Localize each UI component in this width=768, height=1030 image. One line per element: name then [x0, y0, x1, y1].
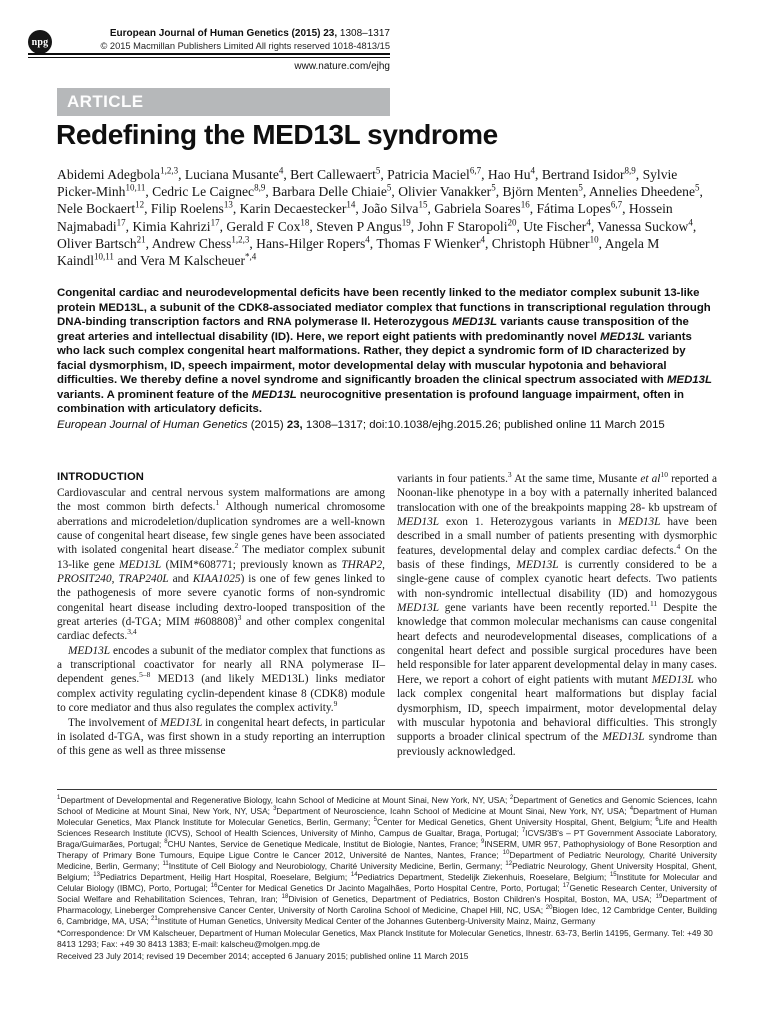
header-rule — [28, 53, 390, 58]
copyright-line: © 2015 Macmillan Publishers Limited All rights reserved 1018-4813/15 — [100, 41, 390, 51]
abstract-section — [57, 286, 717, 432]
left-column — [57, 471, 385, 759]
correspondence-note: *Correspondence: Dr VM Kalscheuer, Department of Human Molecular Genetics, Max Planck Institute for Molecular Genetics, Ihnestr. 63-73, Berlin 14195, Germany. Tel: +49 30 8413 1293; Fax: +49 30 8413 1383; E-mail: kalscheu@molgen.mpg.de — [57, 928, 713, 949]
paper-title: Redefining the MED13L syndrome — [56, 119, 498, 150]
body-paragraph: variants in four patients.$^3$ At the same time, Musante et $al^{10}$ reported a Noonan-like phenotype in a boy with a paternally inherited balanced translocation with one of the breakpoints mapping 28- kb upstream of MED13L exon 1. Heterozygous variants in MED13L have been described in a small number of patients presenting with dysmorphic features, developmental delay and complex cardiac defects.$^4$ On the basis of these findings, MED13L is currently considered to be a single-gene cause of complex cyanotic heart defects. Two patients with non-syndromic intellectual disability (ID) and homozygous MED13L gene variants have been recently reported.$^{11}$ Despite the knowledge that common molecular mechanisms can cause congenital heart defects and neurodevelopmental diseases, complications of a congenital heart defect and possible surgical procedures have been held responsible for later apparent developmental delay in many cases. Here, we report a cohort of eight patients with mutant MED13L who lack complex congenital heart malformations but display facial dysmorphism, ID, speech impairment, motor developmental delay with muscular hypotonia and behavioral difficulties. This strongly supports a broader clinical spectrum of the MED13L syndrome than previously acknowledged. — [397, 470, 718, 758]
introduction-heading: INTRODUCTION — [57, 471, 144, 483]
body-columns — [57, 471, 717, 759]
affiliations: $^1$Department of Developmental and Regenerative Biology, Icahn School of Medicine at Mount Sinai, New York, NY, USA; $^2$Department of Genetics and Genomic Sciences, Icahn School of Medicine at Mount Sinai, New York, NY, USA; $^3$Department of Neuroscience, Icahn School of Medicine at Mount Sinai, New York, NY, USA; $^4$Department of Human Molecular Genetics, Max Planck Institute for Molecular Genetics, Berlin, Germany; $^5$Center for Medical Genetics, Ghent University Hospital, Ghent, Belgium; $^6$Life and Health Sciences Research Institute (ICVS), School of Health Sciences, University of Minho, Campus de Gualtar, Braga, Portugal; $^7$ICVS/3B's – PT Government Associate Laboratory, Braga/Guimarães, Portugal; $^8$CHU Nantes, Service de Genetique Medicale, Institut de Biologie, Nantes, France; $^9$INSERM, UMR 957, Pathophysiology of Bone Resorption and Therapy of Primary Bone Tumours, Equipe Ligue Contre le Cancer 2012, Université de Nantes, Nantes, France; $^{10}$Department of Pediatric Neurology, Charité University Medicine, Berlin, Germany; $^{11}$Institute of Cell Biology and Neurobiology, Charité University Medicine, Berlin, Germany; $^{12}$Pediatric Neurology, Ghent University Hospital, Ghent, Belgium; $^{13}$Pediatrics Department, Heilig Hart Hospital, Roeselare, Belgium; $^{14}$Pediatrics Department, Stedelijk Ziekenhuis, Roeselare, Belgium; $^{15}$Institute for Molecular and Celular Biology (IBMC), Porto, Portugal; $^{16}$Center for Medical Genetics Dr Jacinto Magalhães, Porto Hospital Centre, Porto, Portugal; $^{17}$Genetic Research Center, University of Social Welfare and Rehabilitation Sciences, Tehran, Iran; $^{18}$Division of Genetics, Department of Pediatrics, Boston Children's Hospital, Boston, MA, USA; $^{19}$Department of Pharmacology, Lineberger Comprehensive Cancer Center, University of North Carolina School of Medicine, Chapel Hill, NC, USA; $^{20}$Biogen Idec, 12 Cambridge Center, Building 6, Cambridge, MA, USA; $^{21}$Institute of Human Genetics, University Medical Center of the Johannes Gutenberg-University Mainz, Mainz, Germany — [57, 795, 718, 926]
right-column-text — [397, 472, 717, 759]
body-paragraph: The involvement of MED13L in congenital heart defects, in particular in isolated d-TGA, was first shown in a study reporting an interruption of this gene as well as three missense — [57, 716, 385, 758]
journal-citation: European Journal of Human Genetics (2015) 23, 1308–1317 — [109, 28, 390, 39]
journal-header — [100, 28, 390, 52]
right-column — [397, 471, 717, 759]
left-column-text — [57, 486, 385, 759]
article-label: ARTICLE — [67, 92, 144, 111]
citation-line: European Journal of Human Genetics (2015) 23, 1308–1317; doi:10.1038/ejhg.2015.26; published online 11 March 2015 — [57, 418, 665, 431]
journal-url-link[interactable]: www.nature.com/ejhg — [294, 61, 390, 72]
npg-logo: npg — [28, 30, 52, 54]
abstract-text: Congenital cardiac and neurodevelopmental deficits have been recently linked to the mediator complex subunit 13-like protein MED13L, a subunit of the CDK8-associated mediator complex that functions in transcriptional regulation through DNA-binding transcription factors and RNA polymerase II. Heterozygous MED13L variants cause transposition of the great arteries and intellectual disability (ID). Here, we report eight patients with predominantly novel MED13L variants who lack such complex congenital heart malformations. Rather, they depict a syndromic form of ID characterized by facial dysmorphism, ID, speech impairment, motor developmental delay with muscular hypotonia and behavioral difficulties. We thereby define a novel syndrome and significantly broaden the clinical spectrum associated with MED13L variants. A prominent feature of the MED13L neurocognitive presentation is profound language impairment, often in combination with articulatory deficits. — [57, 287, 712, 415]
received-line: Received 23 July 2014; revised 19 December 2014; accepted 6 January 2015; published online 11 March 2015 — [57, 951, 469, 961]
article-banner — [57, 88, 390, 116]
body-paragraph: Cardiovascular and central nervous system malformations are among the most common birth defects.$^1$ Although numerical chromosome aberrations and microdeletion/duplication syndromes are a well-known cause of congenital heart disease, few single genes have been associated with isolated congenital heart disease.$^2$ The mediator complex subunit 13-like gene MED13L (MIM*608771; previously known as THRAP2, PROSIT240, TRAP240L and KIAA1025) is one of few genes linked to the pathogenesis of more severe cyanotic forms of non-syndromic congenital heart disease including dextro-looped transposition of the great arteries (d-TGA; MIM #608808)$^3$ and other complex congenital cardiac defects.$^{3,4}$ — [57, 487, 386, 643]
footnote-section — [57, 789, 717, 962]
author-list: Abidemi Adegbola$^{1,2,3}$, Luciana Musante$^4$, Bert Callewaert$^5$, Patricia Maciel$^{6,7}$, Hao Hu$^4$, Bertrand Isidor$^{8,9}$, Sylvie Picker-Minh$^{10,11}$, Cedric Le Caignec$^{8,9}$, Barbara Delle Chiaie$^5$, Olivier Vanakker$^5$, Björn Menten$^5$, Annelies Dheedene$^5$, Nele Bockaert$^{12}$, Filip Roelens$^{13}$, Karin Decaestecker$^{14}$, João Silva$^{15}$, Gabriela Soares$^{16}$, Fátima Lopes$^{6,7}$, Hossein Najmabadi$^{17}$, Kimia Kahrizi$^{17}$, Gerald F Cox$^{18}$, Steven P Angus$^{19}$, John F Staropoli$^{20}$, Ute Fischer$^4$, Vanessa Suckow$^4$, Oliver Bartsch$^{21}$, Andrew Chess$^{1,2,3}$, Hans-Hilger Ropers$^4$, Thomas F Wienker$^4$, Christoph Hübner$^{10}$, Angela M Kaindl$^{10,11}$ and Vera M Kalscheuer$^{*,4}$ — [57, 165, 703, 269]
body-paragraph: MED13L encodes a subunit of the mediator complex that functions as a transcriptional coactivator for nearly all RNA polymerase II–dependent genes.$^{5-8}$ MED13 (and likely MED13L) links mediator complex activity regulating cyclin-dependent kinase 8 (CDK8) module to core mediator and thus also regulates the complex activity.$^9$ — [57, 644, 385, 715]
